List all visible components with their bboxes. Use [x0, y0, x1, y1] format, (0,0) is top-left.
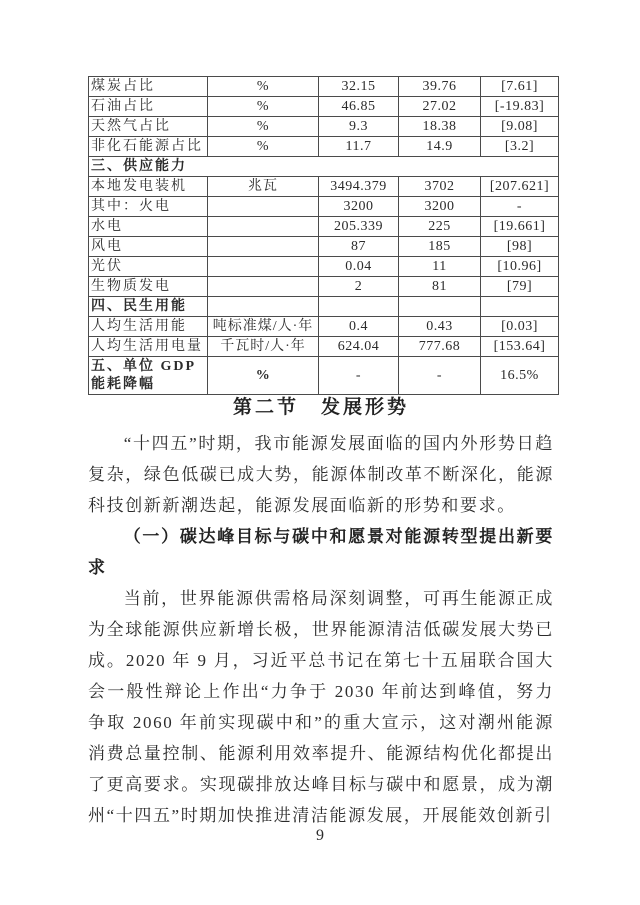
table-cell: - [319, 357, 399, 395]
energy-metrics-table [88, 76, 559, 395]
table-cell: [0.03] [481, 317, 559, 337]
table-cell: 11 [399, 257, 481, 277]
table-cell: 185 [399, 237, 481, 257]
table-row [89, 357, 559, 395]
table-row [89, 137, 559, 157]
table-row [89, 317, 559, 337]
table-cell: % [208, 97, 319, 117]
table-row [89, 117, 559, 137]
paragraph-carbon-goals: 当前，世界能源供需格局深刻调整，可再生能源正成为全球能源供应新增长极，世界能源清洁低碳发展大势已成。2020 年 9 月，习近平总书记在第七十五届联合国大会一般性辩论上作出“力争于 2030 年前达到峰值，努力争取 2060 年前实现碳中和”的重大宣示，这对潮州能源消费总量控制、能源利用效率提升、能源结构优化都提出了更高要求。实现碳排放达峰目标与碳中和愿景，成为潮州“十四五”时期加快推进清洁能源发展，开展能效创新引 [88, 589, 554, 825]
table-cell: 27.02 [399, 97, 481, 117]
table-cell: 39.76 [399, 77, 481, 97]
table-row [89, 177, 559, 197]
table-cell: [7.61] [481, 77, 559, 97]
table-cell [208, 277, 319, 297]
table-cell: 16.5% [481, 357, 559, 395]
table-row [89, 217, 559, 237]
table-cell: 其中：火电 [89, 197, 208, 217]
table-cell: 11.7 [319, 137, 399, 157]
energy-metrics-table-wrap [88, 76, 558, 395]
table-cell [208, 197, 319, 217]
table-cell: 624.04 [319, 337, 399, 357]
table-cell [208, 297, 319, 317]
table-cell: 3200 [399, 197, 481, 217]
paragraph-overview: “十四五”时期，我市能源发展面临的国内外形势日趋复杂，绿色低碳已成大势，能源体制改革不断深化，能源科技创新新潮迭起，能源发展面临新的形势和要求。 [88, 434, 554, 515]
table-cell: 9.3 [319, 117, 399, 137]
page-number: 9 [316, 827, 324, 844]
table-cell-section: 三、供应能力 [89, 157, 559, 177]
table-body [89, 77, 559, 395]
section-heading: 第二节 发展形势 [232, 397, 409, 418]
table-cell: 777.68 [399, 337, 481, 357]
table-cell [208, 257, 319, 277]
table-cell: 非化石能源占比 [89, 137, 208, 157]
table-cell: 五、单位 GDP 能耗降幅 [89, 357, 208, 395]
table-cell: 石油占比 [89, 97, 208, 117]
table-row [89, 237, 559, 257]
table-cell [399, 297, 481, 317]
table-row [89, 77, 559, 97]
table-cell: - [399, 357, 481, 395]
table-cell: - [481, 197, 559, 217]
table-cell: 本地发电装机 [89, 177, 208, 197]
table-cell: 人均生活用电量 [89, 337, 208, 357]
table-row [89, 197, 559, 217]
table-cell: 生物质发电 [89, 277, 208, 297]
table-row [89, 97, 559, 117]
table-cell: 3200 [319, 197, 399, 217]
table-cell [481, 297, 559, 317]
table-row [89, 337, 559, 357]
table-cell [319, 297, 399, 317]
table-cell: [10.96] [481, 257, 559, 277]
table-cell: [153.64] [481, 337, 559, 357]
table-cell [208, 217, 319, 237]
table-cell: 225 [399, 217, 481, 237]
table-cell: 32.15 [319, 77, 399, 97]
table-cell: [-19.83] [481, 97, 559, 117]
table-cell: 水电 [89, 217, 208, 237]
table-row [89, 297, 559, 317]
table-cell [208, 237, 319, 257]
table-cell: 3494.379 [319, 177, 399, 197]
table-cell: % [208, 137, 319, 157]
table-cell: [19.661] [481, 217, 559, 237]
table-cell: [98] [481, 237, 559, 257]
table-cell: 0.4 [319, 317, 399, 337]
table-cell: [79] [481, 277, 559, 297]
table-row [89, 157, 559, 177]
table-row [89, 257, 559, 277]
table-cell: 0.43 [399, 317, 481, 337]
table-cell: 煤炭占比 [89, 77, 208, 97]
table-cell: [3.2] [481, 137, 559, 157]
table-cell: 天然气占比 [89, 117, 208, 137]
table-cell: 风电 [89, 237, 208, 257]
table-cell: 四、民生用能 [89, 297, 208, 317]
table-cell: 兆瓦 [208, 177, 319, 197]
table-cell: 人均生活用能 [89, 317, 208, 337]
table-cell: 吨标准煤/人·年 [208, 317, 319, 337]
table-cell: 205.339 [319, 217, 399, 237]
table-cell: % [208, 77, 319, 97]
table-row [89, 277, 559, 297]
table-cell: 3702 [399, 177, 481, 197]
table-cell: 光伏 [89, 257, 208, 277]
table-cell: % [208, 117, 319, 137]
table-cell: % [208, 357, 319, 395]
table-cell: 87 [319, 237, 399, 257]
table-cell: 千瓦时/人·年 [208, 337, 319, 357]
table-cell: 18.38 [399, 117, 481, 137]
subsection-heading: （一）碳达峰目标与碳中和愿景对能源转型提出新要求 [88, 527, 554, 577]
table-cell: 46.85 [319, 97, 399, 117]
table-cell: [9.08] [481, 117, 559, 137]
table-cell: 14.9 [399, 137, 481, 157]
table-cell: [207.621] [481, 177, 559, 197]
table-cell: 2 [319, 277, 399, 297]
table-cell: 81 [399, 277, 481, 297]
table-cell: 0.04 [319, 257, 399, 277]
